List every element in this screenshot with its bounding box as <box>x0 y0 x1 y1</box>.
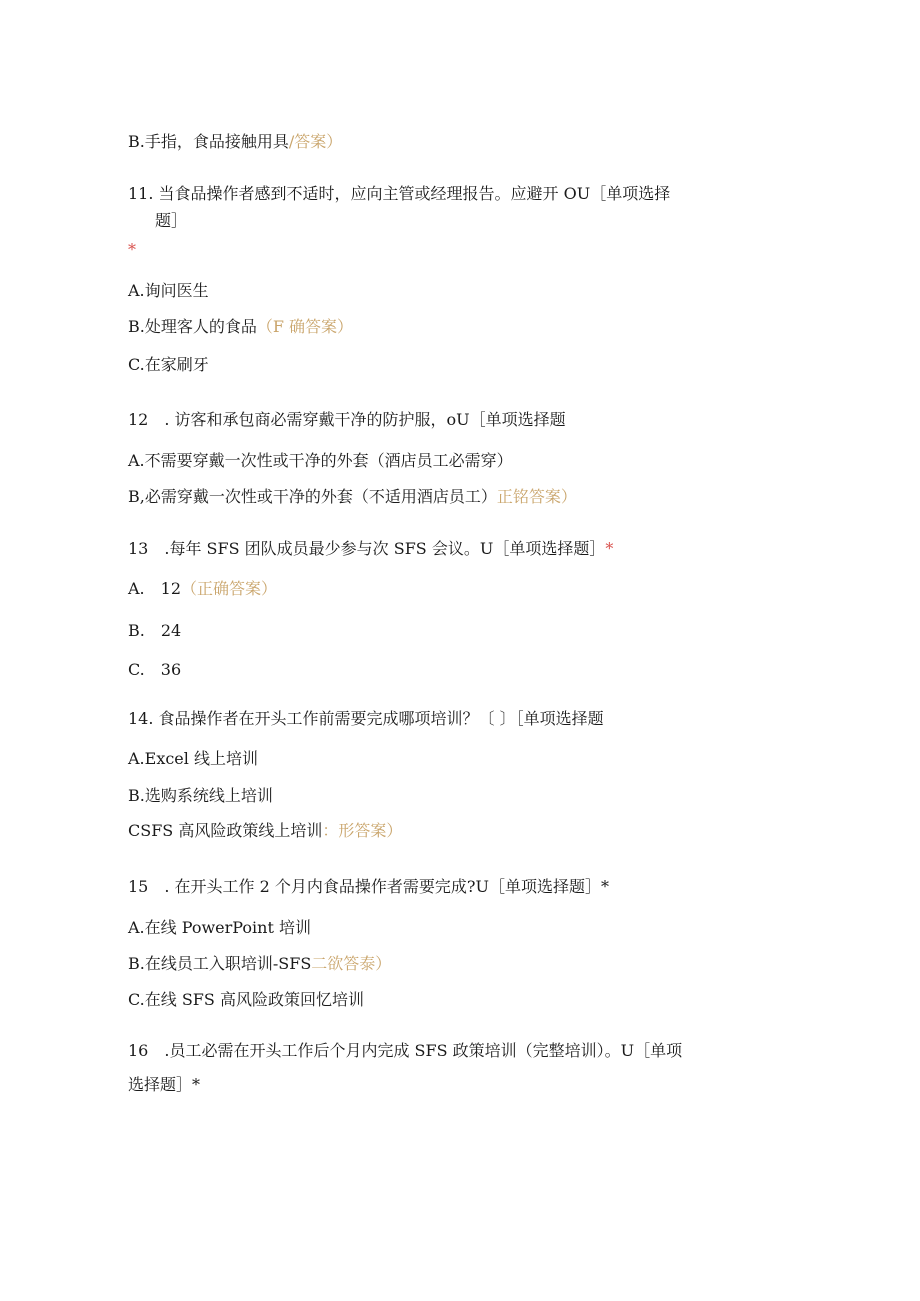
q11-question-line2: 题］ <box>155 211 188 230</box>
answer-mark: （正确答案） <box>181 579 278 598</box>
required-star: * <box>192 1075 201 1094</box>
q15-option-b <box>128 954 391 974</box>
q13-question <box>128 539 613 559</box>
q16-question-line2 <box>128 1075 200 1095</box>
q11-option-a: A.询问医生 <box>128 281 209 300</box>
q10-option-b <box>128 132 342 152</box>
option-text: B.在线员工入职培训-SFS <box>128 954 312 973</box>
q12-question: 12 . 访客和承包商必需穿戴干净的防护服，oU［单项选择题 <box>128 410 566 429</box>
question-text: 15 . 在开头工作 2 个月内食品操作者需要完成?U［单项选择题］ <box>128 877 601 896</box>
q12-option-b <box>128 487 577 507</box>
answer-mark: ：形答案） <box>322 821 403 840</box>
answer-mark: （F 确答案） <box>256 317 354 336</box>
q15-option-a: A.在线 PowerPoint 培训 <box>128 918 311 937</box>
option-text: B.手指，食品接触用具 <box>128 132 289 151</box>
q15-question <box>128 877 609 897</box>
option-text: A. 12 <box>128 579 182 598</box>
q13-option-a <box>128 579 277 599</box>
q14-question: 14. 食品操作者在开头工作前需要完成哪项培训？〔 〕［单项选择题 <box>128 709 604 728</box>
required-star: * <box>605 539 614 558</box>
q14-option-c <box>128 821 402 841</box>
q11-question-line1: 11. 当食品操作者感到不适时，应向主管或经理报告。应避开 OU［单项选择 <box>128 184 671 203</box>
q11-option-b <box>128 317 353 337</box>
question-text: 选择题］ <box>128 1075 193 1094</box>
required-star: * <box>600 877 609 896</box>
answer-mark: 正铭答案） <box>496 487 577 506</box>
q13-option-c: C. 36 <box>128 660 182 679</box>
option-text: B,必需穿戴一次性或干净的外套（不适用酒店员工） <box>128 487 497 506</box>
option-text: CSFS 高风险政策线上培训 <box>128 821 323 840</box>
q11-required-star: * <box>128 240 136 259</box>
q14-option-a: A.Excel 线上培训 <box>128 749 258 768</box>
q15-option-c: C.在线 SFS 高风险政策回忆培训 <box>128 990 364 1009</box>
option-text: B.处理客人的食品 <box>128 317 257 336</box>
q16-question-line1: 16 .员工必需在开头工作后个月内完成 SFS 政策培训（完整培训）。U［单项 <box>128 1041 683 1060</box>
answer-mark: 二欲答泰） <box>311 954 392 973</box>
q14-option-b: B.选购系统线上培训 <box>128 786 273 805</box>
q11-option-c: C.在家刷牙 <box>128 355 209 374</box>
q12-option-a: A.不需要穿戴一次性或干净的外套（酒店员工必需穿） <box>128 451 513 470</box>
answer-mark: /答案） <box>288 132 343 151</box>
question-text: 13 .每年 SFS 团队成员最少参与次 SFS 会议。U［单项选择题］ <box>128 539 606 558</box>
q13-option-b: B. 24 <box>128 621 182 640</box>
